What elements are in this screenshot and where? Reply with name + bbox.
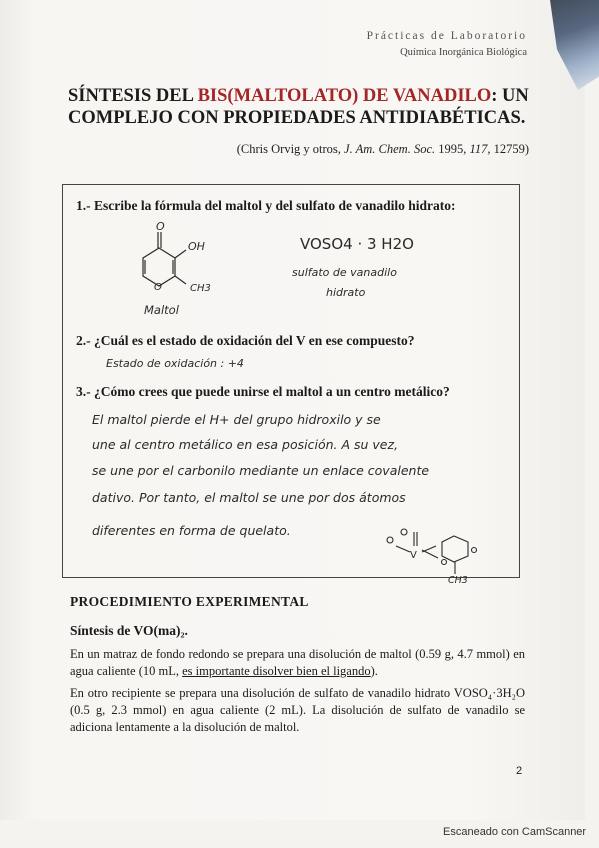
p1-end: ).	[370, 664, 378, 678]
maltol-o-ring: O	[154, 282, 162, 293]
question-1: 1.- Escribe la fórmula del maltol y del sulfato de vanadilo hidrato:	[76, 198, 456, 213]
procedure-paragraph-1	[70, 646, 525, 680]
citation	[237, 142, 529, 157]
procedure-paragraph-2: En otro recipiente se prepara una disolución de sulfato de vanadilo hidrato VOSO₄·3H₂O (0.5 g, 2.3 mmol) en agua caliente (2 mL). La disolución de sulfato de vanadilo se adiciona lentamente a la disolución de maltol.	[70, 686, 525, 734]
answer-3-line-5: diferentes en forma de quelato.	[92, 523, 291, 538]
citation-year: 1995,	[435, 142, 470, 156]
header-lab-title: Prácticas de Laboratorio	[366, 30, 527, 42]
vanadyl-name-line1: sulfato de vanadilo	[292, 266, 397, 279]
answer-3-line-3: se une por el carbonilo mediante un enlace covalente	[92, 463, 430, 478]
answer-3-line-4: dativo. Por tanto, el maltol se une por dos átomos	[92, 490, 406, 505]
p1-underlined: es importante disolver bien el ligando	[182, 664, 371, 678]
maltol-o-top: O	[156, 220, 165, 233]
citation-pages: , 12759)	[487, 142, 529, 156]
question-3: 3.- ¿Cómo crees que puede unirse el maltol a un centro metálico?	[76, 384, 450, 399]
question-2: 2.- ¿Cuál es el estado de oxidación del V en ese compuesto?	[76, 333, 415, 348]
answer-3-line-1: El maltol pierde el H+ del grupo hidroxilo y se	[92, 412, 381, 427]
oxidation-state-answer: Estado de oxidación : +4	[106, 357, 244, 370]
title-part3: : UN COMPLEJO CON PROPIEDADES ANTIDIABÉTICAS.	[68, 86, 529, 128]
svg-text:V: V	[410, 550, 417, 561]
title-part1: SÍNTESIS DEL	[68, 86, 198, 106]
complex-ch3: CH3	[448, 575, 468, 586]
synthesis-subheading: Síntesis de VO(ma)₂.	[70, 623, 188, 638]
header-lab-subtitle: Química Inorgánica Biológica	[400, 47, 527, 58]
chelate-complex-drawing	[376, 512, 496, 582]
answer-3-line-2: une al centro metálico en esa posición. A su vez,	[92, 437, 399, 452]
title-part2: BIS(MALTOLATO) DE VANADILO	[197, 86, 492, 106]
maltol-ch3: CH3	[190, 283, 211, 294]
page-number: 2	[516, 765, 523, 777]
p1-text: En un matraz de fondo redondo se prepara una disolución de maltol (0.59 g, 4.7 mmol) en agua caliente (10 mL,	[70, 647, 525, 678]
citation-authors: (Chris Orvig y otros,	[236, 142, 345, 156]
citation-volume: 117	[469, 142, 488, 156]
vanadyl-formula: VOSO4 · 3 H2O	[300, 235, 414, 253]
scanner-watermark: Escaneado con CamScanner	[443, 826, 587, 838]
procedure-heading: PROCEDIMIENTO EXPERIMENTAL	[70, 594, 309, 609]
document-title	[68, 85, 538, 129]
maltol-label: Maltol	[144, 303, 179, 317]
citation-journal: J. Am. Chem. Soc.	[344, 142, 436, 156]
vanadyl-name-line2: hidrato	[326, 286, 366, 299]
maltol-oh: OH	[188, 240, 205, 253]
